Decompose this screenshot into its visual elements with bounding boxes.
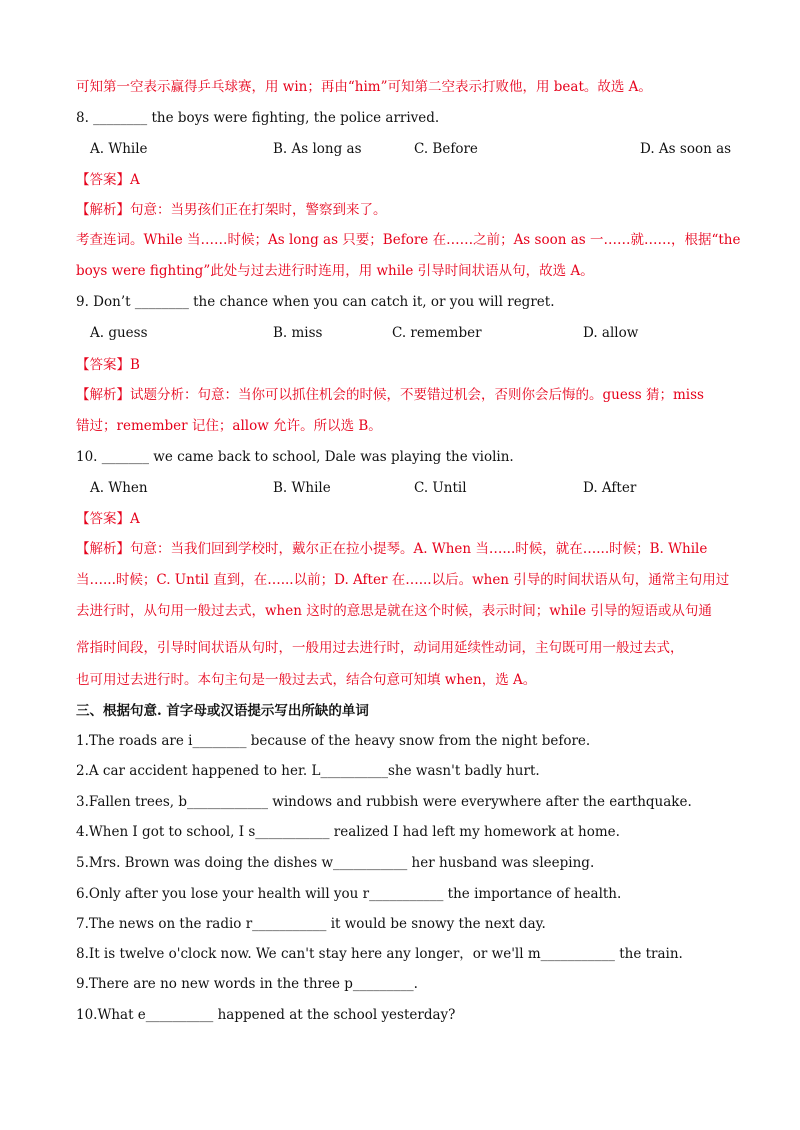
explanation-9-line1: 【解析】试题分析：句意：当你可以抓住机会的时候，不要错过机会，否则你会后悔的。guess 猜；miss [76, 387, 704, 403]
option-a: A. While [90, 141, 148, 157]
option-d: D. allow [583, 325, 639, 341]
section-heading: 三、根据句意. 首字母或汉语提示写出所缺的单词 [76, 703, 369, 719]
option-a: A. When [90, 480, 148, 496]
sentence-2: 2.A car accident happened to her. L__________she wasn't badly hurt. [76, 763, 540, 779]
sentence-8: 8.It is twelve o'clock now. We can't stay here any longer，or we'll m___________ the train. [76, 946, 683, 962]
explanation-10-line2: 当…...时候；C. Until 直到，在…...以前；D. After 在…...以后。when 引导的时间状语从句，通常主句用过 [76, 572, 730, 588]
option-b: B. As long as [273, 141, 362, 157]
option-b: B. While [273, 480, 331, 496]
explanation-10-line5: 也可用过去进行时。本句主句是一般过去式，结合句意可知填 when，选 A。 [76, 672, 537, 688]
sentence-3: 3.Fallen trees, b____________ windows and rubbish were everywhere after the earthquake. [76, 794, 692, 810]
option-d: D. As soon as [640, 141, 732, 157]
answer-10: 【答案】A [76, 511, 140, 527]
option-c: C. Until [414, 480, 467, 496]
explanation-line: 可知第一空表示赢得乒乓球赛，用 win；再由“him”可知第二空表示打败他，用 beat。故选 A。 [76, 79, 652, 95]
explanation-10-line4: 常指时间段，引导时间状语从句时，一般用过去进行时，动词用延续性动词，主句既可用一般过去式， [76, 640, 684, 656]
question-10: 10. _______ we came back to school, Dale was playing the violin. [76, 449, 514, 465]
explanation-10-line3: 去进行时，从句用一般过去式，when 这时的意思是就在这个时候，表示时间；while 引导的短语或从句通 [76, 603, 712, 619]
sentence-6: 6.Only after you lose your health will you r___________ the importance of health. [76, 886, 622, 902]
option-b: B. miss [273, 325, 323, 341]
explanation-8-line1: 【解析】句意：当男孩们正在打架时，警察到来了。 [76, 202, 387, 218]
sentence-1: 1.The roads are i________ because of the heavy snow from the night before. [76, 733, 591, 749]
explanation-9-line2: 错过；remember 记住；allow 允许。所以选 B。 [76, 418, 382, 434]
question-9: 9. Don’t ________ the chance when you can catch it, or you will regret. [76, 294, 555, 310]
explanation-8-line3: boys were fighting”此处与过去进行时连用，用 while 引导时间状语从句，故选 A。 [76, 263, 594, 279]
answer-9: 【答案】B [76, 357, 140, 373]
option-c: C. remember [392, 325, 482, 341]
option-d: D. After [583, 480, 637, 496]
option-c: C. Before [414, 141, 478, 157]
sentence-5: 5.Mrs. Brown was doing the dishes w___________ her husband was sleeping. [76, 855, 595, 871]
question-8: 8. ________ the boys were fighting, the police arrived. [76, 110, 440, 126]
explanation-8-line2: 考查连词。While 当……时候；As long as 只要；Before 在……之前；As soon as 一……就……，根据“the [76, 232, 741, 248]
sentence-7: 7.The news on the radio r___________ it would be snowy the next day. [76, 916, 546, 932]
explanation-10-line1: 【解析】句意：当我们回到学校时，戴尔正在拉小提琴。A. When 当…...时候，就在…...时候；B. While [76, 541, 708, 557]
sentence-10: 10.What e__________ happened at the school yesterday? [76, 1007, 456, 1023]
sentence-9: 9.There are no new words in the three p_________. [76, 976, 418, 992]
sentence-4: 4.When I got to school, I s___________ realized I had left my homework at home. [76, 824, 620, 840]
answer-8: 【答案】A [76, 172, 140, 188]
option-a: A. guess [90, 325, 148, 341]
